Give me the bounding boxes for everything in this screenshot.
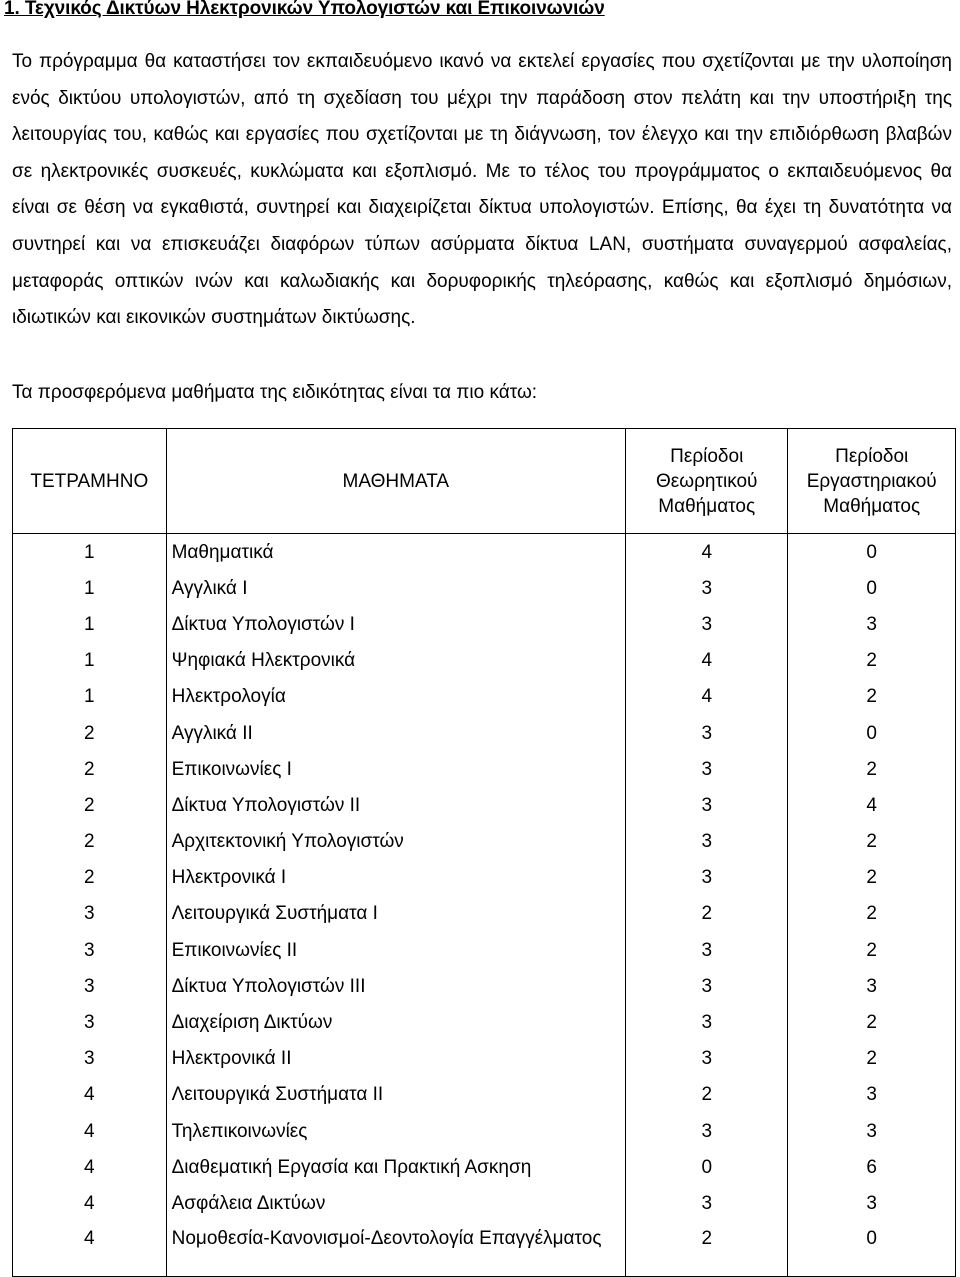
table-row (13, 1077, 956, 1113)
lab-periods-cell: 3 (788, 968, 956, 1004)
course-name-cell: Ηλεκτρονικά Ι (166, 860, 625, 896)
lab-periods-cell: 2 (788, 751, 956, 787)
lab-periods-cell: 4 (788, 787, 956, 823)
header-semester: ΤΕΤΡΑΜΗΝΟ (13, 429, 167, 534)
theory-periods-cell: 3 (626, 932, 788, 968)
course-name-cell: Αρχιτεκτονική Υπολογιστών (166, 824, 625, 860)
theory-periods-cell: 4 (626, 534, 788, 571)
semester-cell: 2 (13, 787, 167, 823)
theory-periods-cell: 3 (626, 570, 788, 606)
lab-periods-cell: 0 (788, 1222, 956, 1277)
lab-periods-cell: 0 (788, 715, 956, 751)
lab-periods-cell: 2 (788, 824, 956, 860)
table-row (13, 968, 956, 1004)
semester-cell: 4 (13, 1222, 167, 1277)
semester-cell: 3 (13, 932, 167, 968)
theory-periods-cell: 3 (626, 1041, 788, 1077)
course-name-cell: Διαθεματική Εργασία και Πρακτική Ασκηση (166, 1149, 625, 1185)
lab-periods-cell: 2 (788, 932, 956, 968)
course-name-cell: Διαχείριση Δικτύων (166, 1004, 625, 1040)
lab-periods-cell: 0 (788, 570, 956, 606)
theory-periods-cell: 3 (626, 1185, 788, 1221)
lab-periods-cell: 2 (788, 679, 956, 715)
semester-cell: 1 (13, 570, 167, 606)
table-row (13, 932, 956, 968)
course-name-cell: Ηλεκτρονικά ΙΙ (166, 1041, 625, 1077)
course-name-cell: Μαθηματικά (166, 534, 625, 571)
table-row (13, 824, 956, 860)
theory-periods-cell: 2 (626, 1077, 788, 1113)
table-header-row (13, 429, 956, 534)
lab-periods-cell: 0 (788, 534, 956, 571)
course-name-cell: Επικοινωνίες ΙΙ (166, 932, 625, 968)
semester-cell: 1 (13, 643, 167, 679)
lab-periods-cell: 3 (788, 1113, 956, 1149)
semester-cell: 2 (13, 860, 167, 896)
course-name-cell: Ψηφιακά Ηλεκτρονικά (166, 643, 625, 679)
table-row (13, 1185, 956, 1221)
header-courses: ΜΑΘΗΜΑΤΑ (166, 429, 625, 534)
course-name-cell: Λειτουργικά Συστήματα Ι (166, 896, 625, 932)
table-row (13, 1113, 956, 1149)
course-name-cell: Αγγλικά ΙΙ (166, 715, 625, 751)
lab-periods-cell: 6 (788, 1149, 956, 1185)
semester-cell: 1 (13, 679, 167, 715)
lab-periods-cell: 2 (788, 860, 956, 896)
table-row (13, 1222, 956, 1277)
theory-periods-cell: 4 (626, 679, 788, 715)
table-row (13, 1041, 956, 1077)
course-name-cell: Νομοθεσία-Κανονισμοί-Δεοντολογία Επαγγέλματος (166, 1222, 625, 1277)
theory-periods-cell: 3 (626, 824, 788, 860)
courses-intro: Τα προσφερόμενα μαθήματα της ειδικότητας είναι τα πιο κάτω: (12, 382, 538, 403)
table-row (13, 715, 956, 751)
course-name-cell: Δίκτυα Υπολογιστών Ι (166, 606, 625, 642)
theory-periods-cell: 3 (626, 787, 788, 823)
table-row (13, 860, 956, 896)
table-row (13, 751, 956, 787)
lab-periods-cell: 2 (788, 1004, 956, 1040)
program-description: Το πρόγραμμα θα καταστήσει τον εκπαιδευόμενο ικανό να εκτελεί εργασίες που σχετίζονται με την υλοποίηση ενός δικτύου υπολογιστών, από τη σχεδίαση του μέχρι την παράδοση στον πελάτη και την υποστήριξη της λειτουργίας του, καθώς και εργασίες που σχετίζονται με τη διάγνωση, τον έλεγχο και την επιδιόρθωση βλαβών σε ηλεκτρονικές συσκευές, κυκλώματα και εξοπλισμό. Με το τέλος του προγράμματος ο εκπαιδευόμενος θα είναι σε θέση να εγκαθιστά, συντηρεί και διαχειρίζεται δίκτυα υπολογιστών. Επίσης, θα έχει τη δυνατότητα να συντηρεί και να επισκευάζει διαφόρων τύπων ασύρματα δίκτυα LAN, συστήματα συναγερμού ασφαλείας, μεταφοράς οπτικών ινών και καλωδιακής και δορυφορικής τηλεόρασης, καθώς και εξοπλισμό δημόσιων, ιδιωτικών και εικονικών συστημάτων δικτύωσης. (12, 51, 952, 329)
table-row (13, 534, 956, 571)
theory-periods-cell: 3 (626, 1113, 788, 1149)
lab-periods-cell: 2 (788, 643, 956, 679)
table-row (13, 787, 956, 823)
header-lab-periods: Περίοδοι Εργαστηριακού Μαθήματος (788, 429, 956, 534)
course-name-cell: Δίκτυα Υπολογιστών ΙΙ (166, 787, 625, 823)
table-row (13, 606, 956, 642)
course-name-cell: Τηλεπικοινωνίες (166, 1113, 625, 1149)
lab-periods-cell: 2 (788, 1041, 956, 1077)
theory-periods-cell: 3 (626, 860, 788, 896)
semester-cell: 4 (13, 1077, 167, 1113)
semester-cell: 3 (13, 896, 167, 932)
semester-cell: 2 (13, 824, 167, 860)
theory-periods-cell: 2 (626, 896, 788, 932)
theory-periods-cell: 3 (626, 968, 788, 1004)
semester-cell: 4 (13, 1149, 167, 1185)
theory-periods-cell: 3 (626, 606, 788, 642)
theory-periods-cell: 3 (626, 715, 788, 751)
semester-cell: 3 (13, 968, 167, 1004)
course-name-cell: Ασφάλεια Δικτύων (166, 1185, 625, 1221)
table-row (13, 896, 956, 932)
table-row (13, 570, 956, 606)
theory-periods-cell: 0 (626, 1149, 788, 1185)
courses-table (12, 428, 956, 1277)
semester-cell: 2 (13, 715, 167, 751)
semester-cell: 2 (13, 751, 167, 787)
section-heading: 1. Τεχνικός Δικτύων Ηλεκτρονικών Υπολογιστών και Επικοινωνιών (4, 0, 605, 19)
table-row (13, 643, 956, 679)
theory-periods-cell: 2 (626, 1222, 788, 1277)
table-row (13, 1004, 956, 1040)
semester-cell: 1 (13, 606, 167, 642)
course-rows (13, 534, 956, 1277)
lab-periods-cell: 3 (788, 606, 956, 642)
table-row (13, 1149, 956, 1185)
lab-periods-cell: 3 (788, 1185, 956, 1221)
header-theory-periods: Περίοδοι Θεωρητικού Μαθήματος (626, 429, 788, 534)
course-name-cell: Ηλεκτρολογία (166, 679, 625, 715)
theory-periods-cell: 3 (626, 1004, 788, 1040)
semester-cell: 1 (13, 534, 167, 571)
table-row (13, 679, 956, 715)
lab-periods-cell: 3 (788, 1077, 956, 1113)
lab-periods-cell: 2 (788, 896, 956, 932)
course-name-cell: Επικοινωνίες Ι (166, 751, 625, 787)
semester-cell: 3 (13, 1041, 167, 1077)
course-name-cell: Δίκτυα Υπολογιστών ΙΙΙ (166, 968, 625, 1004)
course-name-cell: Αγγλικά Ι (166, 570, 625, 606)
semester-cell: 3 (13, 1004, 167, 1040)
course-name-cell: Λειτουργικά Συστήματα ΙΙ (166, 1077, 625, 1113)
theory-periods-cell: 3 (626, 751, 788, 787)
semester-cell: 4 (13, 1185, 167, 1221)
semester-cell: 4 (13, 1113, 167, 1149)
theory-periods-cell: 4 (626, 643, 788, 679)
